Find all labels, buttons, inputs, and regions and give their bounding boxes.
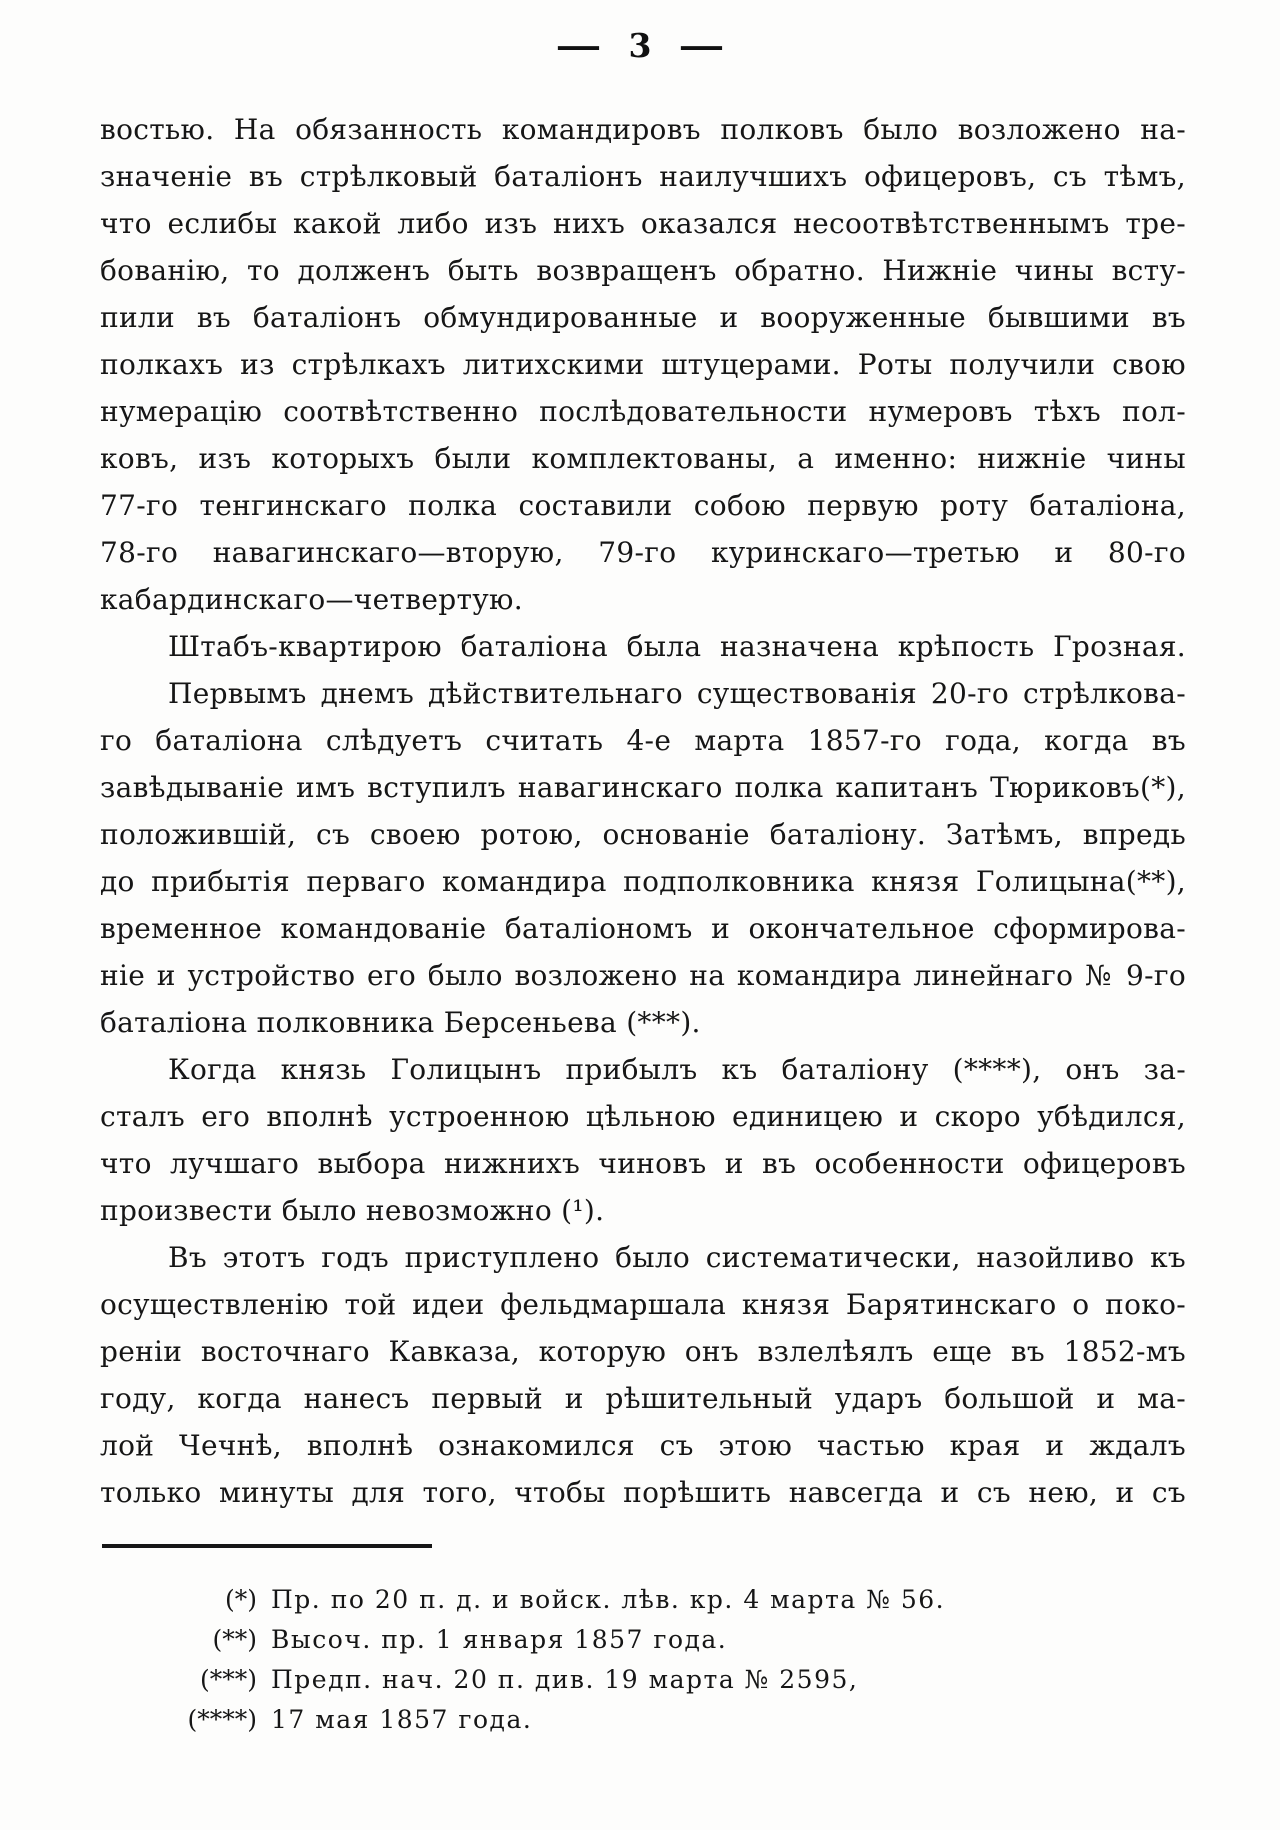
text-line: что лучшаго выбора нижнихъ чиновъ и въ особенности офицеровъ (100, 1147, 1186, 1180)
text-line: 77-го тенгинскаго полка составили собою первую роту баталіона, (100, 489, 1186, 522)
text-line: до прибытія перваго командира подполковника князя Голицына(**), (100, 865, 1186, 898)
text-line: Въ этотъ годъ приступлено было систематически, назойливо къ (168, 1241, 1186, 1274)
text-line: Первымъ днемъ дѣйствительнаго существованія 20-го стрѣлкова- (168, 677, 1186, 710)
footnote-marker: (****) (187, 1705, 257, 1734)
text-line: ніе и устройство его было возложено на командира линейнаго № 9-го (100, 959, 1186, 992)
text-line: положившій, съ своею ротою, основаніе баталіону. Затѣмъ, впредь (100, 818, 1186, 851)
page-body (100, 106, 1186, 1516)
text-line: пили въ баталіонъ обмундированные и вооруженные бывшими въ (100, 301, 1186, 334)
text-line: го баталіона слѣдуетъ считать 4-е марта 1857-го года, когда въ (100, 724, 1186, 757)
text-line: значеніе въ стрѣлковый баталіонъ наилучшихъ офицеровъ, съ тѣмъ, (100, 160, 1186, 193)
footnote (100, 1700, 1186, 1740)
footnote-text: Высоч. пр. 1 января 1857 года. (271, 1625, 728, 1654)
text-line: завѣдываніе имъ вступилъ навагинскаго полка капитанъ Тюриковъ(*), (100, 771, 1186, 804)
text-line: Штабъ-квартирою баталіона была назначена крѣпость Грозная. (168, 630, 1186, 663)
footnote-text: 17 мая 1857 года. (271, 1705, 533, 1734)
text-line: сталъ его вполнѣ устроенною цѣльною единицею и скоро убѣдился, (100, 1100, 1186, 1133)
text-line: востью. На обязанность командировъ полковъ было возложено на- (100, 113, 1186, 146)
footnote-separator-rule (102, 1544, 432, 1548)
page-header (0, 26, 1280, 65)
header-right-dash: — (678, 26, 726, 65)
footnote-marker: (*) (224, 1585, 257, 1614)
text-line: бованію, то долженъ быть возвращенъ обратно. Нижніе чины всту- (100, 254, 1186, 287)
text-line: ковъ, изъ которыхъ были комплектованы, а именно: нижніе чины (100, 442, 1186, 475)
footnote-text: Пр. по 20 п. д. и войск. лѣв. кр. 4 марта № 56. (271, 1585, 946, 1614)
footnote (100, 1580, 1186, 1620)
text-line: что еслибы какой либо изъ нихъ оказался несоотвѣтственнымъ тре- (100, 207, 1186, 240)
text-line: осуществленію той идеи фельдмаршала князя Барятинскаго о поко- (100, 1288, 1186, 1321)
text-line: реніи восточнаго Кавказа, которую онъ взлелѣялъ еще въ 1852-мъ (100, 1335, 1186, 1368)
text-line: полкахъ из стрѣлкахъ литихскими штуцерами. Роты получили свою (100, 348, 1186, 381)
text-line: 78-го навагинскаго—вторую, 79-го куринскаго—третью и 80-го (100, 536, 1186, 569)
text-line: лой Чечнѣ, вполнѣ ознакомился съ этою частью края и ждалъ (100, 1429, 1186, 1462)
text-line: нумерацію соотвѣтственно послѣдовательности нумеровъ тѣхъ пол- (100, 395, 1186, 428)
text-line: только минуты для того, чтобы порѣшить навсегда и съ нею, и съ (100, 1476, 1186, 1509)
text-line: произвести было невозможно (¹). (100, 1194, 605, 1227)
text-line: году, когда нанесъ первый и рѣшительный ударъ большой и ма- (100, 1382, 1186, 1415)
text-line: баталіона полковника Берсеньева (***). (100, 1006, 701, 1039)
footnote (100, 1620, 1186, 1660)
footnote-marker: (**) (212, 1625, 257, 1654)
footnotes (100, 1580, 1186, 1740)
header-left-dash: — (554, 26, 602, 65)
text-line: временное командованіе баталіономъ и окончательное сформирова- (100, 912, 1186, 945)
page-number: 3 (628, 26, 652, 65)
footnote-text: Предп. нач. 20 п. див. 19 марта № 2595, (271, 1665, 859, 1694)
text-line: Когда князь Голицынъ прибылъ къ баталіону (****), онъ за- (168, 1053, 1186, 1086)
footnote (100, 1660, 1186, 1700)
footnote-marker: (***) (199, 1665, 257, 1694)
text-line: кабардинскаго—четвертую. (100, 583, 523, 616)
